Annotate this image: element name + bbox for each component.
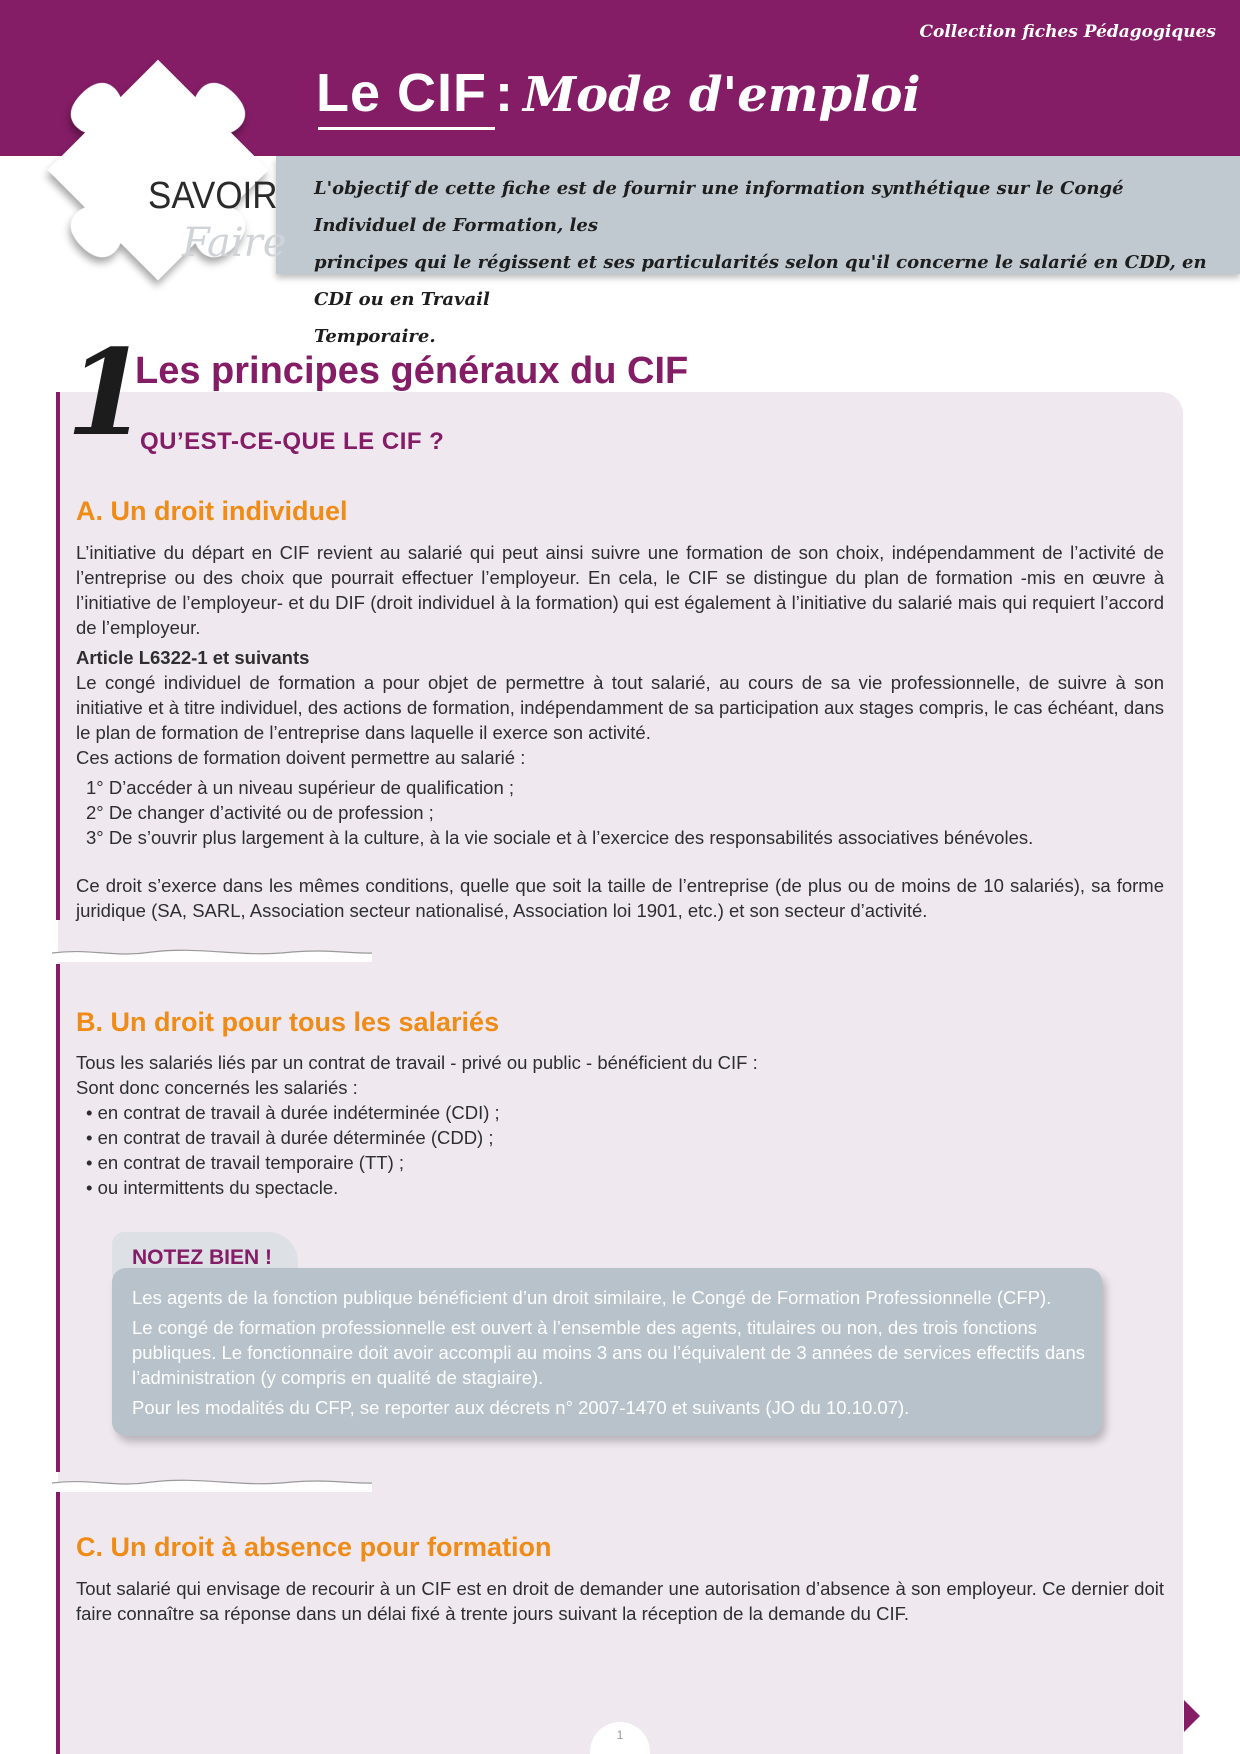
title-main: Le CIF	[316, 63, 488, 123]
badge-savoir: SAVOIR	[148, 175, 278, 217]
note-paragraph: Les agents de la fonction publique bénéficient d’un droit similaire, le Congé de Formation Professionnelle (CFP).	[132, 1287, 1052, 1308]
list-item: 2° De changer d’activité ou de profession ;	[86, 802, 434, 823]
intro-line: Temporaire.	[314, 326, 436, 347]
title-subtitle: Mode d'emploi	[523, 67, 921, 123]
paragraph: Ce droit s’exerce dans les mêmes conditions, quelle que soit la taille de l’entreprise (de plus ou de moins de 10 salariés), sa forme juridique (SA, SARL, Association secteur nationalisé, Association loi 1901, etc.) et son secteur d’activité.	[76, 875, 1164, 921]
section-title: Les principes généraux du CIF	[135, 350, 689, 392]
list-item: 1° D’accéder à un niveau supérieur de qualification ;	[86, 777, 515, 798]
intro-line: L'objectif de cette fiche est de fournir une information synthétique sur le Congé Individuel de Formation, les	[314, 178, 1124, 236]
paragraph: Ces actions de formation doivent permettre au salarié :	[76, 747, 526, 768]
section-number: 1	[66, 323, 149, 462]
article-title: Article L6322-1 et suivants	[76, 647, 310, 668]
heading-part-b: B. Un droit pour tous les salariés	[76, 1007, 500, 1037]
salaries-list	[86, 1100, 1156, 1200]
note-paragraph: Le congé de formation professionnelle est ouvert à l’ensemble des agents, titulaires ou non, des trois fonctions publiques. Le fonctionnaire doit avoir accompli au moins 3 ans ou l’équivalent de 3 années de services effectifs dans l’administration (y compris en qualité de stagiaire).	[132, 1317, 1085, 1388]
puzzle-badge-icon	[28, 40, 288, 300]
intro-line: principes qui le régissent et ses particularités selon qu'il concerne le salarié en CDD, en CDI ou en Travail	[314, 252, 1207, 310]
intro-text	[314, 170, 1214, 355]
heading-part-c: C. Un droit à absence pour formation	[76, 1532, 552, 1562]
badge-faire: Faire	[182, 220, 287, 266]
page-number: 1	[616, 1728, 624, 1742]
tear-divider	[52, 1474, 372, 1492]
note-paragraph: Pour les modalités du CFP, se reporter aux décrets n° 2007-1470 et suivants (JO du 10.10.07).	[132, 1397, 910, 1418]
title-colon: :	[495, 63, 513, 123]
paragraph: Le congé individuel de formation a pour objet de permettre à tout salarié, au cours de sa vie professionnelle, de suivre à son initiative et à titre individuel, des actions de formation, indépendamment de sa participation aux stages compris, le cas échéant, dans le plan de formation de l’entreprise dans laquelle il exerce son activité.	[76, 672, 1164, 743]
list-item: • ou intermittents du spectacle.	[86, 1177, 339, 1198]
next-page-arrow-icon[interactable]	[1184, 1700, 1200, 1732]
panel-left-rule	[56, 964, 60, 1472]
list-item: • en contrat de travail à durée indéterminée (CDI) ;	[86, 1102, 500, 1123]
panel-left-rule	[56, 1492, 60, 1754]
list-item: • en contrat de travail à durée déterminée (CDD) ;	[86, 1127, 494, 1148]
paragraph: Sont donc concernés les salariés :	[76, 1077, 358, 1098]
note-title: NOTEZ BIEN !	[132, 1246, 272, 1269]
page-title	[316, 62, 921, 124]
panel-left-rule	[56, 392, 60, 920]
list-item: • en contrat de travail temporaire (TT) ;	[86, 1152, 405, 1173]
paragraph: L’initiative du départ en CIF revient au salarié qui peut ainsi suivre une formation de son choix, indépendamment de l’activité de l’entreprise ou des choix que pourrait effectuer l’employeur. En cela, le CIF se distingue du plan de formation -mis en œuvre à l’initiative de l’employeur- et du DIF (droit individuel à la formation) qui est également à l’initiative du salarié mais qui requiert l’accord de l’employeur.	[76, 542, 1164, 638]
paragraph: Tout salarié qui envisage de recourir à un CIF est en droit de demander une autorisation d’absence à son employeur. Ce dernier doit faire connaître sa réponse dans un délai fixé à trente jours suivant la réception de la demande du CIF.	[76, 1578, 1164, 1624]
collection-label: Collection fiches Pédagogiques	[919, 22, 1216, 42]
qualification-list	[86, 775, 1156, 850]
section-kicker: QU’EST-CE-QUE LE CIF ?	[140, 428, 445, 455]
heading-part-a: A. Un droit individuel	[76, 496, 348, 526]
intro-band	[276, 156, 1240, 347]
tear-divider	[52, 944, 372, 962]
paragraph: Tous les salariés liés par un contrat de travail - privé ou public - bénéficient du CIF :	[76, 1052, 758, 1073]
list-item: 3° De s’ouvrir plus largement à la culture, à la vie sociale et à l’exercice des responsabilités associatives bénévoles.	[86, 827, 1034, 848]
